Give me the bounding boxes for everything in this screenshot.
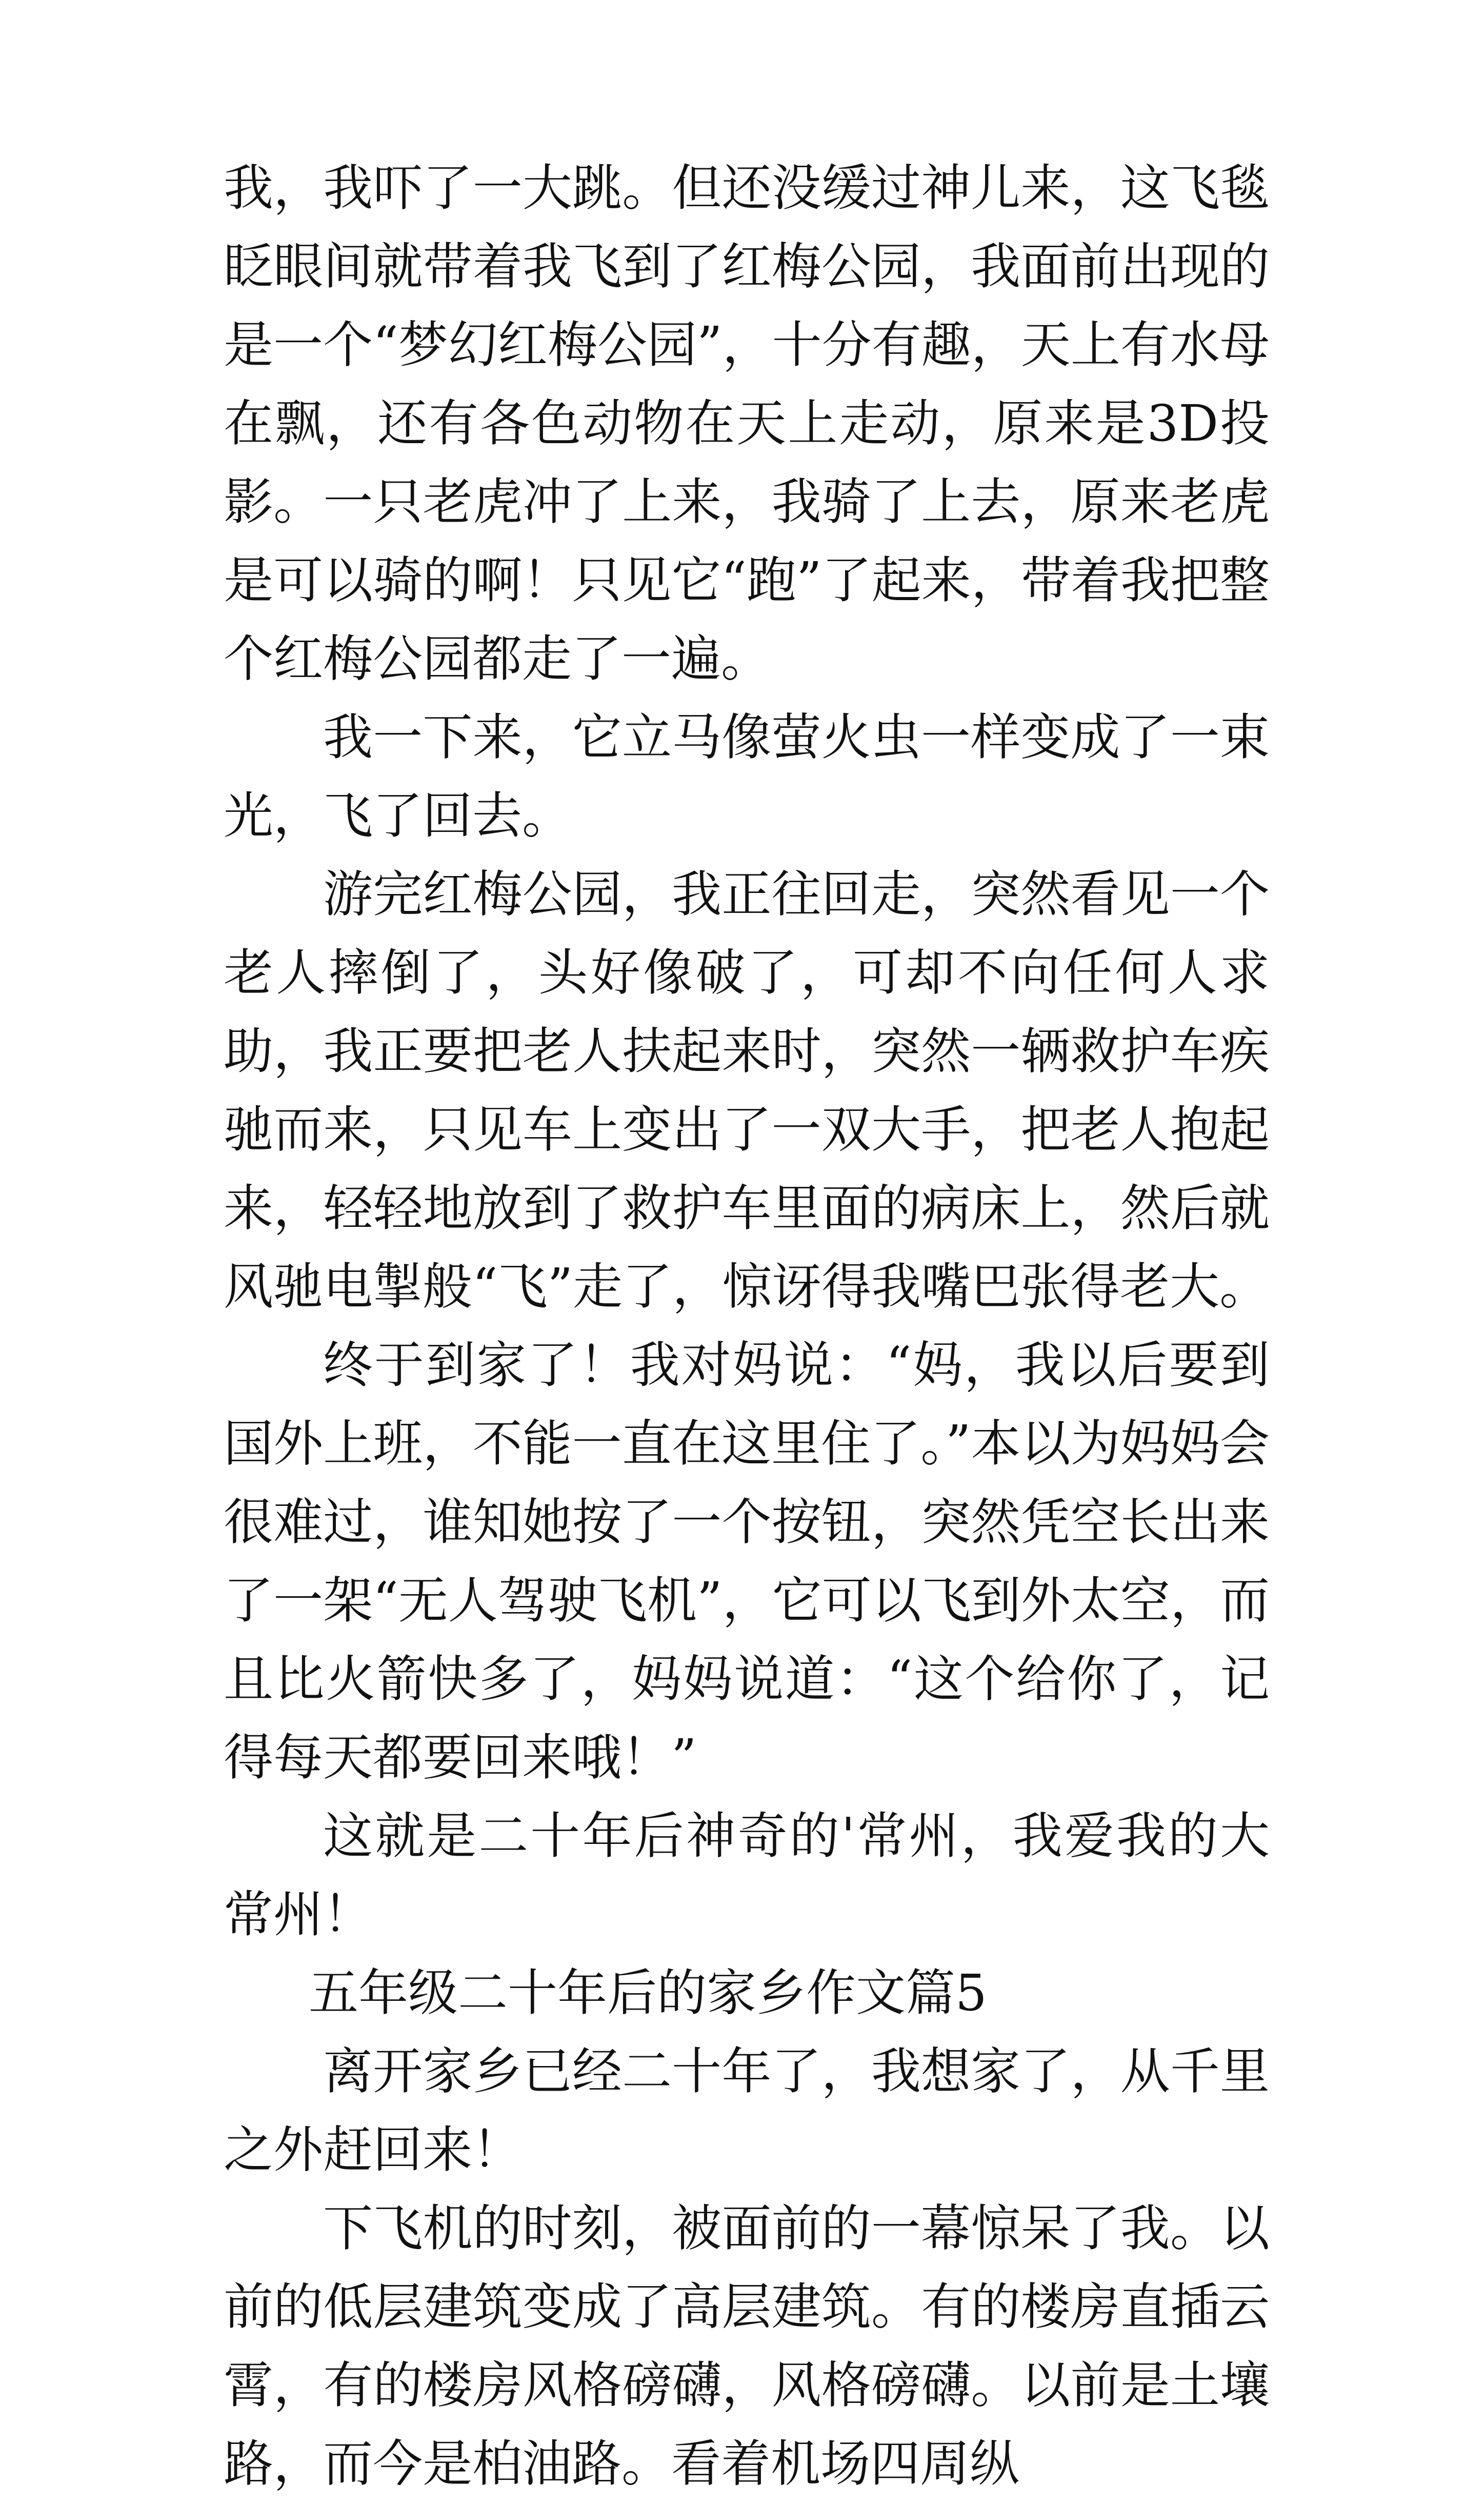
paragraph-4: 终于到家了！我对妈说：“妈，我以后要到国外上班，不能一直在这里住了。”本以为妈妈会很难过，谁知她按了一个按钮，突然凭空长出来了一架“无人驾驶飞机”，它可以飞到外太空，而且比火箭快多了，妈妈说道：“这个给你了，记得每天都要回来哦！” xyxy=(224,1336,1270,1786)
paragraph-7: 下飞机的时刻，被面前的一幕惊呆了我。以前的低层建筑变成了高层建筑。有的楼房直插云霄，有的楼房风格磅礴，风格磅礴。以前是土壤路，而今是柏油路。看着机场四周纵 xyxy=(224,2199,1270,2493)
paragraph-1: 我，我吓了一大跳。但还没缓过神儿来，这飞毯眨眼间就带着我飞到了红梅公园，我面前出现的是一个“梦幻红梅公园”，十分有趣，天上有水母在飘，还有各色动物在天上走动，原来是3D投影。一只老虎冲了上来，我骑了上去，原来老虎是可以骑的啊！只见它“跑”了起来，带着我把整个红梅公园都走了一遍。 xyxy=(224,159,1270,688)
paragraph-2: 我一下来，它立马像萤火虫一样变成了一束光，飞了回去。 xyxy=(224,708,1270,845)
document-body xyxy=(224,149,1270,2503)
paragraph-3: 游完红梅公园，我正往回走，突然看见一个老人摔倒了，头好像破了，可却不向任何人求助，我正要把老人扶起来时，突然一辆救护车疾驰而来，只见车上变出了一双大手，把老人抱起来，轻轻地放到了救护车里面的病床上，然后就风驰电掣般“飞”走了，惊讶得我嘴巴张得老大。 xyxy=(224,865,1270,1316)
paragraph-5: 这就是二十年后神奇的'常州，我爱我的大常州！ xyxy=(224,1807,1270,1943)
section-heading: 五年级二十年后的家乡作文篇5 xyxy=(309,1964,987,2022)
paragraph-6: 离开家乡已经二十年了，我想家了，从千里之外赶回来！ xyxy=(224,2042,1270,2179)
